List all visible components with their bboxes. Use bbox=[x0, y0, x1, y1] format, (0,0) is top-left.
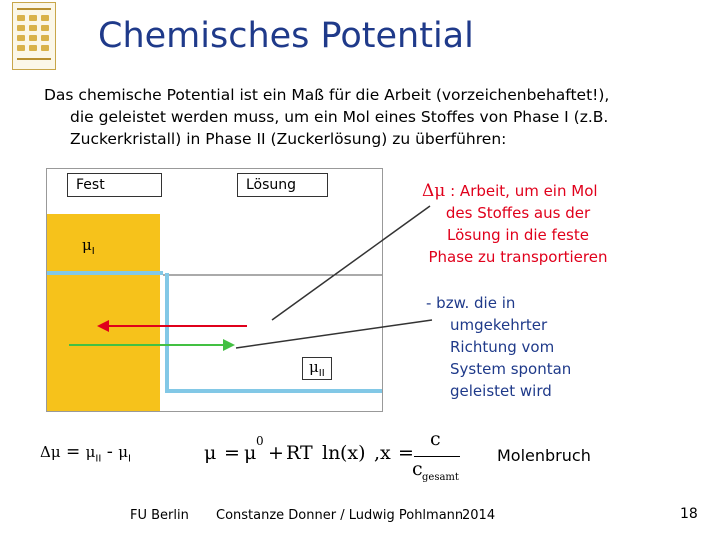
formula-rt: RT bbox=[286, 442, 313, 464]
eq-mu-II: μ bbox=[85, 443, 96, 461]
footer-authors: Constanze Donner / Ludwig Pohlmann bbox=[216, 508, 464, 523]
formula-superscript-0: 0 bbox=[256, 434, 264, 448]
delta-mu-equation bbox=[40, 442, 131, 464]
intro-line-3: Zuckerkristall) in Phase II (Zuckerlösung) zu überführen: bbox=[70, 130, 507, 148]
formula-equals: = bbox=[224, 442, 240, 464]
mu-II-subscript: II bbox=[318, 367, 325, 379]
delta-mu-symbol: Δμ bbox=[422, 181, 446, 201]
formula-x-paren: (x) bbox=[340, 442, 366, 464]
formula-mu0: μ bbox=[244, 442, 257, 464]
eq-delta-mu: Δμ bbox=[40, 443, 61, 461]
formula-comma: , bbox=[374, 442, 381, 464]
footer-institution: FU Berlin bbox=[130, 508, 189, 523]
eq-sub-II: II bbox=[95, 453, 102, 465]
page-number: 18 bbox=[680, 506, 698, 522]
molenbruch-label: Molenbruch bbox=[497, 446, 591, 465]
alt-note-line-5: geleistet wird bbox=[450, 382, 552, 400]
eq-mu-I: μ bbox=[118, 443, 129, 461]
formula-gesamt: gesamt bbox=[422, 472, 459, 483]
delta-mu-note-line-2: des Stoffes aus der bbox=[445, 204, 591, 222]
delta-mu-note bbox=[418, 180, 618, 268]
eq-minus: - bbox=[106, 442, 113, 462]
formula-mu: μ bbox=[204, 442, 217, 464]
delta-mu-pointer bbox=[272, 206, 430, 320]
alt-note-line-4: System spontan bbox=[450, 360, 572, 378]
formula-fraction-bar bbox=[414, 456, 460, 457]
delta-mu-note-line-3: Lösung in die feste bbox=[447, 226, 589, 244]
eq-equals: = bbox=[66, 442, 81, 462]
formula-x: x bbox=[380, 442, 391, 464]
delta-mu-note-line-4: Phase zu transportieren bbox=[428, 248, 608, 266]
formula-plus: + bbox=[268, 442, 284, 464]
label-solid: Fest bbox=[76, 177, 105, 193]
alt-note-line-3: Richtung vom bbox=[450, 338, 555, 356]
eq-sub-I: I bbox=[128, 453, 131, 465]
reverse-direction-note bbox=[426, 292, 626, 402]
formula-c-denominator: c bbox=[412, 458, 423, 480]
slide-title: Chemisches Potential bbox=[98, 16, 474, 56]
intro-line-2: die geleistet werden muss, um ein Mol eines Stoffes von Phase I (z.B. bbox=[70, 108, 609, 126]
formula-c-numerator: c bbox=[430, 428, 441, 450]
formula-ln: ln bbox=[322, 442, 341, 464]
label-solution: Lösung bbox=[246, 177, 297, 193]
alt-note-line-2: umgekehrter bbox=[450, 316, 548, 334]
formula-equals-2: = bbox=[398, 442, 414, 464]
delta-mu-note-line-1: : Arbeit, um ein Mol bbox=[450, 182, 598, 200]
intro-line-1: Das chemische Potential ist ein Maß für die Arbeit (vorzeichenbehaftet!), bbox=[44, 86, 610, 104]
mu-I-symbol: μ bbox=[82, 236, 92, 254]
mu-I-subscript: I bbox=[91, 245, 95, 257]
chemical-potential-formula bbox=[200, 430, 500, 486]
alt-note-line-1: - bzw. die in bbox=[426, 294, 516, 312]
footer-year: 2014 bbox=[462, 508, 496, 523]
mu-II-symbol: μ bbox=[309, 358, 319, 376]
alt-note-pointer bbox=[236, 320, 432, 348]
